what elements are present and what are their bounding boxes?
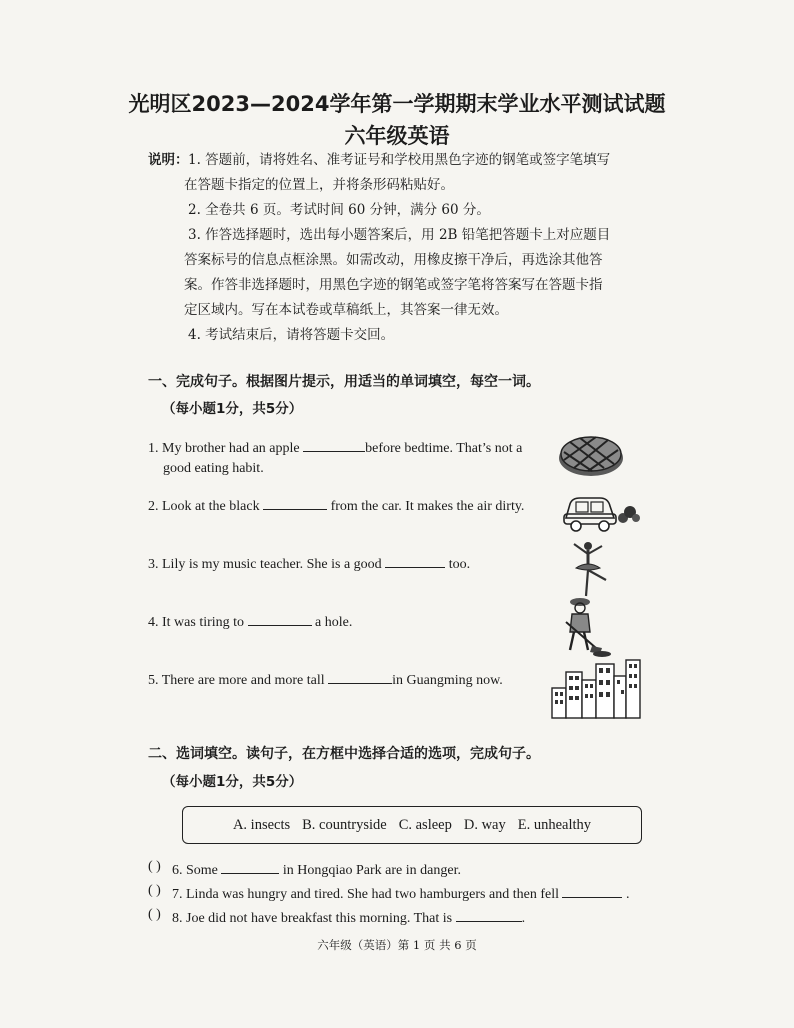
- question-1-cont: good eating habit.: [163, 461, 264, 476]
- answer-blank[interactable]: [562, 883, 622, 898]
- section1-score: （每小题1分，共5分）: [162, 401, 303, 417]
- answer-paren-8[interactable]: ( ): [148, 907, 161, 922]
- answer-blank[interactable]: [385, 553, 445, 568]
- question-8: 8. Joe did not have breakfast this morning. That is .: [172, 907, 525, 927]
- section1-heading: 一、完成句子。根据图片提示，用适当的单词填空，每空一词。: [148, 374, 540, 390]
- page-title: 光明区2023—2024学年第一学期期末学业水平测试试题: [128, 92, 666, 116]
- word-options-box: [182, 806, 642, 844]
- question-7: 7. Linda was hungry and tired. She had two hamburgers and then fell .: [172, 883, 629, 903]
- page-footer: 六年级（英语）第 1 页 共 6 页: [317, 938, 477, 952]
- option-c: C. asleep: [398, 816, 452, 833]
- instruction-line: 答案标号的信息点框涂黑。如需改动，用橡皮擦干净后，再选涂其他答: [184, 252, 603, 268]
- answer-paren-7[interactable]: ( ): [148, 883, 161, 898]
- buildings-picture: [550, 658, 642, 720]
- instruction-line: 在答题卡指定的位置上，并将条形码粘贴好。: [184, 177, 454, 193]
- instructions-head: 说明：: [148, 152, 189, 168]
- answer-paren-6[interactable]: ( ): [148, 859, 161, 874]
- question-4: 4. It was tiring to a hole.: [148, 611, 352, 631]
- section2-heading: 二、选词填空。读句子，在方框中选择合适的选项，完成句子。: [148, 746, 540, 762]
- instruction-line: 案。作答非选择题时，用黑色字迹的钢笔或签字笔将答案写在答题卡指: [184, 277, 603, 293]
- instruction-line: 1. 答题前，请将姓名、准考证号和学校用黑色字迹的钢笔或签字笔填写: [188, 152, 611, 168]
- instruction-line: 3. 作答选择题时，选出每小题答案后，用 2B 铅笔把答题卡上对应题目: [188, 227, 611, 243]
- answer-blank[interactable]: [263, 495, 327, 510]
- option-a: A. insects: [232, 816, 291, 833]
- section2-score: （每小题1分，共5分）: [162, 774, 303, 790]
- question-3: 3. Lily is my music teacher. She is a good too.: [148, 553, 470, 573]
- apple-pie-picture: [556, 428, 626, 480]
- option-d: D. way: [463, 816, 506, 833]
- answer-blank[interactable]: [248, 611, 312, 626]
- answer-blank[interactable]: [328, 669, 392, 684]
- question-1: 1. My brother had an apple before bedtime. That’s not a: [148, 437, 522, 457]
- question-2: 2. Look at the black from the car. It makes the air dirty.: [148, 495, 524, 515]
- digging-man-picture: [556, 596, 612, 658]
- car-smoke-picture: [560, 490, 642, 534]
- answer-blank[interactable]: [456, 907, 522, 922]
- dancer-picture: [566, 540, 610, 600]
- question-5: 5. There are more and more tall in Guangming now.: [148, 669, 503, 689]
- answer-blank[interactable]: [221, 859, 279, 874]
- instruction-line: 4. 考试结束后，请将答题卡交回。: [188, 327, 395, 343]
- option-b: B. countryside: [302, 816, 387, 833]
- question-6: 6. Some in Hongqiao Park are in danger.: [172, 859, 461, 879]
- instruction-line: 2. 全卷共 6 页。考试时间 60 分钟，满分 60 分。: [188, 202, 490, 218]
- option-e: E. unhealthy: [517, 816, 592, 833]
- page-subtitle: 六年级英语: [344, 124, 450, 148]
- answer-blank[interactable]: [303, 437, 365, 452]
- instruction-line: 定区域内。写在本试卷或草稿纸上，其答案一律无效。: [184, 302, 508, 318]
